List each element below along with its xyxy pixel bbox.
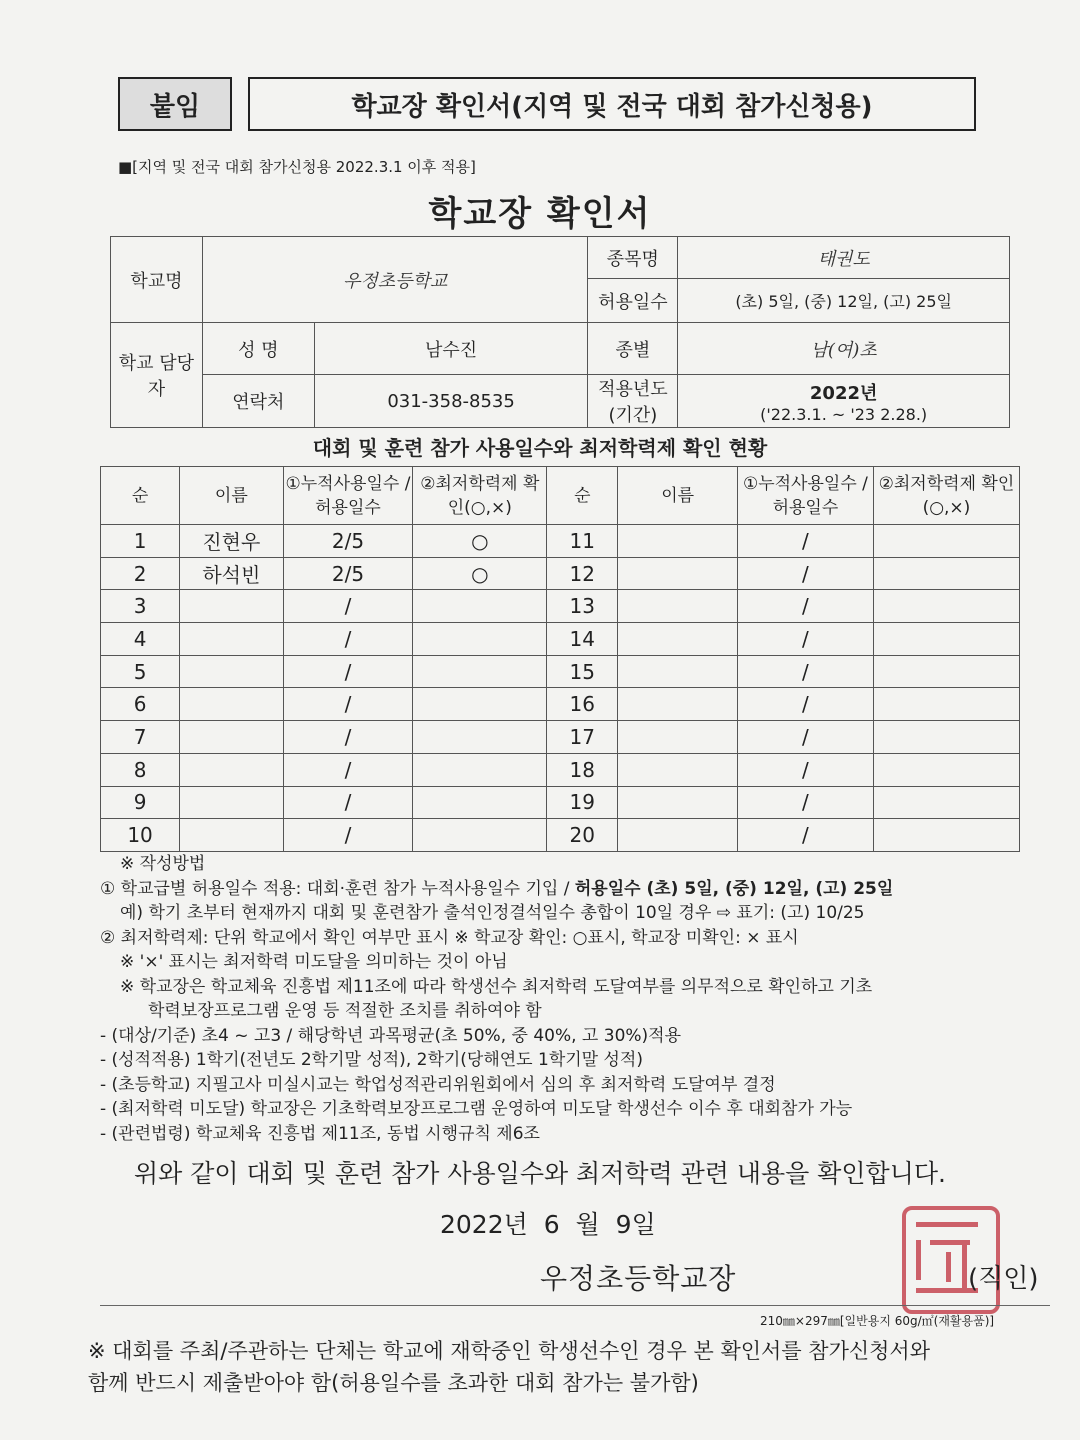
student-name bbox=[180, 590, 283, 623]
confirmation-statement: 위와 같이 대회 및 훈련 참가 사용일수와 최저학력 관련 내용을 확인합니다. bbox=[134, 1159, 946, 1188]
table-row bbox=[101, 688, 1020, 721]
student-name: 하석빈 bbox=[180, 557, 283, 590]
allowed-days-label: 허용일수 bbox=[588, 279, 678, 323]
table-row bbox=[101, 590, 1020, 623]
student-name bbox=[618, 721, 738, 754]
used-days: / bbox=[737, 655, 873, 688]
header-days: ①누적사용일수 /허용일수 bbox=[283, 467, 413, 525]
roster-table bbox=[100, 466, 1020, 852]
detail-4: - (최저학력 미도달) 학교장은 기초학력보장프로그램 운영하여 미도달 학생선수 이수 후 대회참가 가능 bbox=[100, 1099, 853, 1119]
section-title: 대회 및 훈련 참가 사용일수와 최저학력제 확인 현황 bbox=[312, 436, 768, 460]
row-number: 7 bbox=[101, 721, 180, 754]
note-3: ※ '×' 표시는 최저학력 미도달을 의미하는 것이 아님 bbox=[120, 952, 508, 972]
gender-value: 남(여)초 bbox=[678, 323, 1010, 375]
note-1 bbox=[100, 877, 1050, 902]
row-number: 17 bbox=[547, 721, 618, 754]
min-academic-check bbox=[413, 688, 547, 721]
min-academic-check bbox=[873, 786, 1019, 819]
note-1-example: 예) 학기 초부터 현재까지 대회 및 훈련참가 출석인정결석일수 총합이 10일 경우 ⇨ 표기: (고) 10/25 bbox=[120, 903, 865, 923]
min-academic-check bbox=[873, 721, 1019, 754]
issue-date: 2022년 6 월 9일 bbox=[440, 1210, 656, 1239]
header-name: 이름 bbox=[180, 467, 283, 525]
student-name bbox=[180, 786, 283, 819]
school-value: 우정초등학교 bbox=[202, 237, 588, 323]
used-days: / bbox=[737, 623, 873, 656]
sport-value: 태권도 bbox=[678, 237, 1010, 279]
student-name bbox=[618, 819, 738, 852]
student-name bbox=[618, 688, 738, 721]
min-academic-check bbox=[413, 786, 547, 819]
used-days: / bbox=[283, 786, 413, 819]
used-days: / bbox=[737, 590, 873, 623]
row-number: 2 bbox=[101, 557, 180, 590]
period-value: ('22.3.1. ~ '23 2.28.) bbox=[760, 404, 928, 424]
student-name bbox=[618, 590, 738, 623]
detail-5: - (관련법령) 학교체육 진흥법 제11조, 동법 시행규칙 제6조 bbox=[100, 1123, 540, 1144]
student-name bbox=[180, 655, 283, 688]
school-label: 학교명 bbox=[111, 237, 203, 323]
header-no: 순 bbox=[547, 467, 618, 525]
used-days: / bbox=[283, 753, 413, 786]
min-academic-check bbox=[873, 557, 1019, 590]
used-days: / bbox=[283, 721, 413, 754]
note-4-cont: 학력보장프로그램 운영 등 적절한 조치를 취하여야 함 bbox=[148, 1001, 542, 1021]
used-days: / bbox=[737, 557, 873, 590]
table-row bbox=[101, 786, 1020, 819]
student-name: 진현우 bbox=[180, 525, 283, 558]
row-number: 12 bbox=[547, 557, 618, 590]
student-name bbox=[180, 721, 283, 754]
min-academic-check bbox=[873, 688, 1019, 721]
used-days: / bbox=[283, 688, 413, 721]
student-name bbox=[618, 655, 738, 688]
applicability-note: ■[지역 및 전국 대회 참가신청용 2022.3.1 이후 적용] bbox=[118, 158, 476, 176]
min-academic-check bbox=[413, 819, 547, 852]
row-number: 18 bbox=[547, 753, 618, 786]
note-4: ※ 학교장은 학교체육 진흥법 제11조에 따라 학생선수 최저학력 도달여부를 의무적으로 확인하고 기초 bbox=[120, 976, 873, 997]
row-number: 14 bbox=[547, 623, 618, 656]
row-number: 1 bbox=[101, 525, 180, 558]
used-days: / bbox=[737, 819, 873, 852]
footnote-line-2: 함께 반드시 제출받아야 함(허용일수를 초과한 대회 참가는 불가함) bbox=[88, 1371, 699, 1395]
min-academic-check bbox=[413, 721, 547, 754]
min-academic-check bbox=[873, 525, 1019, 558]
name-label: 성 명 bbox=[202, 323, 314, 375]
contact-label: 연락처 bbox=[202, 375, 314, 428]
submission-footnote bbox=[88, 1335, 1048, 1399]
detail-1: - (대상/기준) 초4 ~ 고3 / 해당학년 과목평균(초 50%, 중 40%, 고 30%)적용 bbox=[100, 1025, 682, 1046]
student-name bbox=[618, 557, 738, 590]
used-days: / bbox=[283, 623, 413, 656]
page-title: 학교장 확인서 bbox=[428, 194, 652, 234]
gender-label: 종별 bbox=[588, 323, 678, 375]
attachment-tag: 붙임 bbox=[118, 77, 232, 131]
min-academic-check bbox=[873, 819, 1019, 852]
row-number: 20 bbox=[547, 819, 618, 852]
min-academic-check bbox=[413, 590, 547, 623]
used-days: / bbox=[737, 786, 873, 819]
note-1-bold: 허용일수 (초) 5일, (중) 12일, (고) 25일 bbox=[574, 878, 894, 899]
table-row bbox=[101, 655, 1020, 688]
paper-spec: 210㎜×297㎜[일반용지 60g/㎡(재활용품)] bbox=[760, 1314, 995, 1328]
instructions bbox=[100, 852, 1050, 1146]
used-days: / bbox=[283, 819, 413, 852]
row-number: 13 bbox=[547, 590, 618, 623]
min-academic-check bbox=[413, 655, 547, 688]
used-days: / bbox=[283, 655, 413, 688]
staff-label: 학교 담당자 bbox=[111, 323, 203, 428]
student-name bbox=[618, 753, 738, 786]
note-2: ② 최저학력제: 단위 학교에서 확인 여부만 표시 ※ 학교장 확인: ○표시, 학교장 미확인: × 표시 bbox=[100, 927, 799, 948]
table-row bbox=[101, 525, 1020, 558]
row-number: 16 bbox=[547, 688, 618, 721]
header-check: ②최저학력제 확인(○,×) bbox=[873, 467, 1019, 525]
used-days: / bbox=[737, 688, 873, 721]
table-row bbox=[101, 721, 1020, 754]
student-name bbox=[180, 753, 283, 786]
row-number: 19 bbox=[547, 786, 618, 819]
allowed-days-value: (초) 5일, (중) 12일, (고) 25일 bbox=[678, 279, 1010, 323]
student-name bbox=[618, 525, 738, 558]
row-number: 5 bbox=[101, 655, 180, 688]
table-row bbox=[101, 623, 1020, 656]
table-row bbox=[101, 753, 1020, 786]
student-name bbox=[180, 623, 283, 656]
roster-body bbox=[101, 525, 1020, 852]
sport-label: 종목명 bbox=[588, 237, 678, 279]
min-academic-check bbox=[413, 753, 547, 786]
detail-2: - (성적적용) 1학기(전년도 2학기말 성적), 2학기(당해연도 1학기말 성적) bbox=[100, 1050, 643, 1070]
table-row bbox=[101, 819, 1020, 852]
notes-heading: ※ 작성방법 bbox=[120, 854, 206, 874]
min-academic-check bbox=[413, 623, 547, 656]
year-label: 적용년도 (기간) bbox=[588, 375, 678, 428]
footnote-line-1: ※ 대회를 주최/주관하는 단체는 학교에 재학중인 학생선수인 경우 본 확인서를 참가신청서와 bbox=[88, 1339, 931, 1363]
header-check: ②최저학력제 확인(○,×) bbox=[413, 467, 547, 525]
school-info-table bbox=[110, 236, 1010, 428]
student-name bbox=[180, 819, 283, 852]
min-academic-check bbox=[873, 590, 1019, 623]
used-days: 2/5 bbox=[283, 557, 413, 590]
header-name: 이름 bbox=[618, 467, 738, 525]
row-number: 4 bbox=[101, 623, 180, 656]
contact-value: 031-358-8535 bbox=[314, 375, 588, 428]
student-name bbox=[618, 786, 738, 819]
detail-3: - (초등학교) 지필고사 미실시교는 학업성적관리위원회에서 심의 후 최저학력 도달여부 결정 bbox=[100, 1074, 776, 1095]
min-academic-check: ○ bbox=[413, 557, 547, 590]
row-number: 10 bbox=[101, 819, 180, 852]
min-academic-check bbox=[873, 655, 1019, 688]
row-number: 9 bbox=[101, 786, 180, 819]
row-number: 3 bbox=[101, 590, 180, 623]
used-days: / bbox=[283, 590, 413, 623]
min-academic-check bbox=[873, 753, 1019, 786]
year-cell bbox=[678, 375, 1010, 428]
row-number: 15 bbox=[547, 655, 618, 688]
note-1-text: ① 학교급별 허용일수 적용: 대회·훈련 참가 누적사용일수 기입 / bbox=[100, 878, 575, 899]
seal-label: (직인) bbox=[968, 1264, 1039, 1294]
row-number: 11 bbox=[547, 525, 618, 558]
student-name bbox=[618, 623, 738, 656]
used-days: / bbox=[737, 753, 873, 786]
row-number: 6 bbox=[101, 688, 180, 721]
header-days: ①누적사용일수 /허용일수 bbox=[737, 467, 873, 525]
row-number: 8 bbox=[101, 753, 180, 786]
header-title: 학교장 확인서(지역 및 전국 대회 참가신청용) bbox=[248, 77, 976, 131]
student-name bbox=[180, 688, 283, 721]
used-days: 2/5 bbox=[283, 525, 413, 558]
principal-title: 우정초등학교장 bbox=[540, 1262, 737, 1295]
used-days: / bbox=[737, 525, 873, 558]
year-value: 2022년 bbox=[809, 382, 878, 404]
min-academic-check: ○ bbox=[413, 525, 547, 558]
divider bbox=[100, 1305, 1050, 1306]
table-row bbox=[101, 557, 1020, 590]
min-academic-check bbox=[873, 623, 1019, 656]
used-days: / bbox=[737, 721, 873, 754]
name-value: 남수진 bbox=[314, 323, 588, 375]
header-no: 순 bbox=[101, 467, 180, 525]
